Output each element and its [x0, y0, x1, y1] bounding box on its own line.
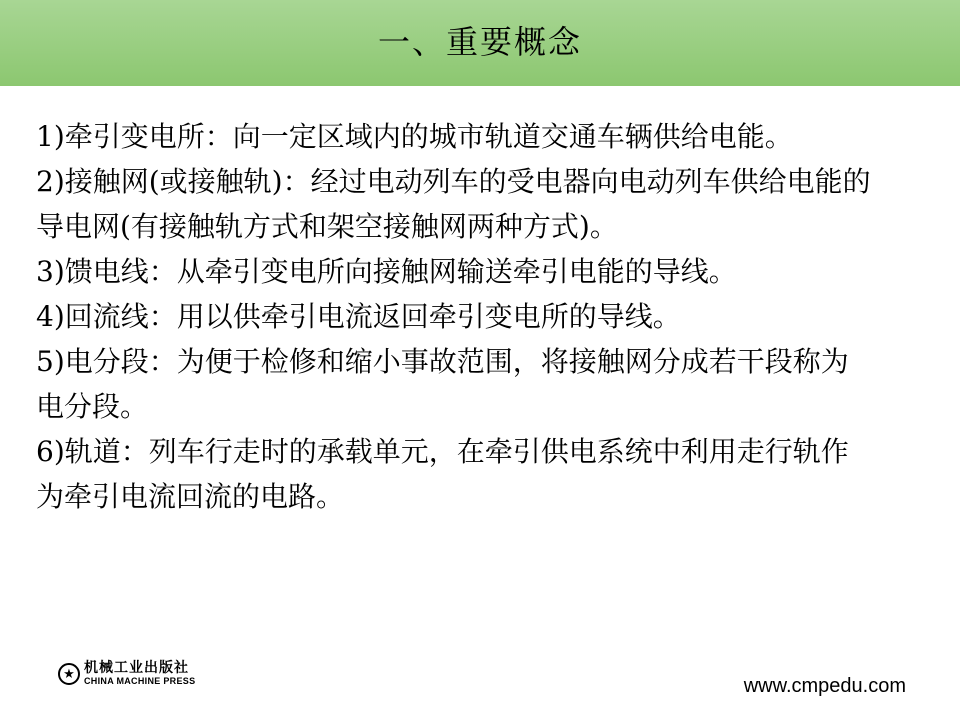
body-line: 电分段。 [36, 390, 149, 423]
website-url: www.cmpedu.com [743, 675, 906, 697]
publisher-star-icon: ★ [58, 663, 80, 685]
body-line: 3)馈电线：从牵引变电所向接触网输送牵引电能的导线。 [36, 255, 737, 288]
publisher-names [84, 661, 195, 687]
slide-body [36, 114, 926, 519]
publisher-name-en: CHINA MACHINE PRESS [84, 676, 196, 686]
slide-title: 一、重要概念 [377, 23, 582, 61]
body-line: 为牵引电流回流的电路。 [36, 480, 345, 513]
publisher-name-cn: 机械工业出版社 [84, 660, 189, 676]
publisher-logo-block [58, 661, 195, 687]
body-line: 5)电分段：为便于检修和缩小事故范围，将接触网分成若干段称为 [36, 345, 849, 378]
body-line: 4)回流线：用以供牵引电流返回牵引变电所的导线。 [36, 300, 681, 333]
body-line: 6)轨道：列车行走时的承载单元，在牵引供电系统中利用走行轨作 [36, 435, 849, 468]
body-line: 1)牵引变电所：向一定区域内的城市轨道交通车辆供给电能。 [36, 120, 793, 153]
title-bar [0, 0, 960, 86]
body-line: 导电网(有接触轨方式和架空接触网两种方式)。 [36, 210, 618, 243]
body-line: 2)接触网(或接触轨)：经过电动列车的受电器向电动列车供给电能的 [36, 165, 871, 198]
